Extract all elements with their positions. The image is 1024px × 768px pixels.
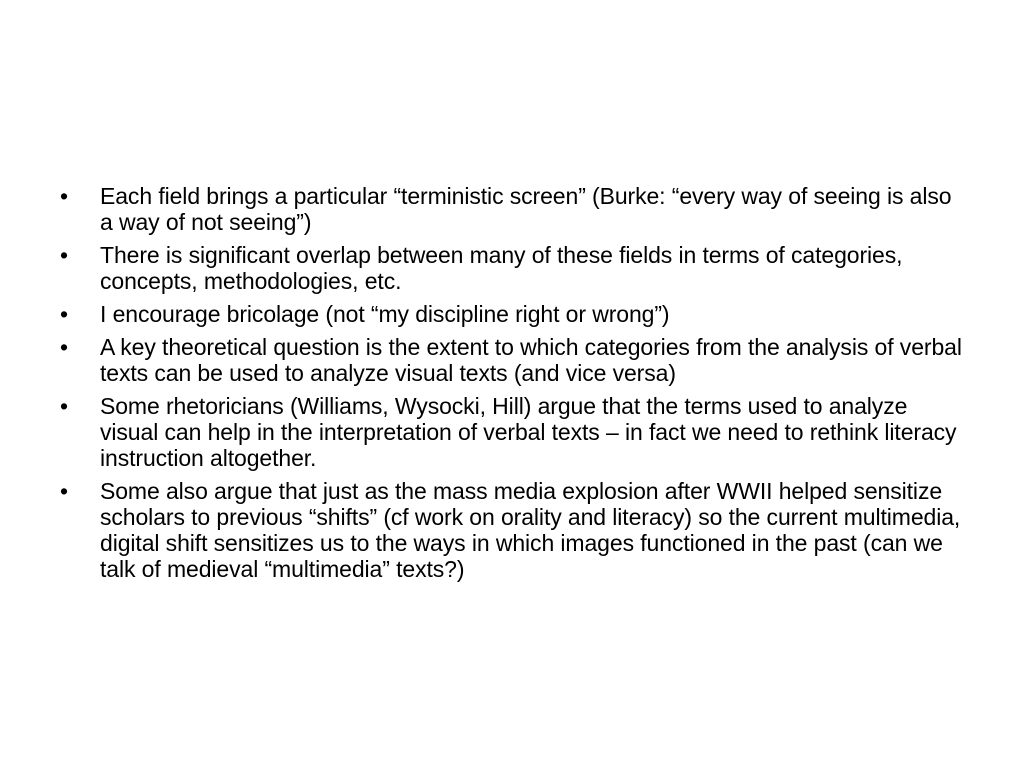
bullet-item (57, 183, 969, 235)
bullet-text: Some also argue that just as the mass media explosion after WWII helped sensitize scholars to previous “shifts” (cf work on orality and literacy) so the current multimedia, digital shift sensitizes us to the ways in which images functioned in the past (can we talk of medieval “multimedia” texts?) (100, 478, 961, 582)
bullet-text: There is significant overlap between many of these fields in terms of categories, concepts, methodologies, etc. (100, 242, 903, 294)
bullet-marker: • (60, 242, 68, 268)
bullet-marker: • (60, 393, 68, 419)
bullet-list (57, 183, 969, 589)
bullet-item (57, 478, 969, 582)
bullet-marker: • (60, 183, 68, 209)
bullet-text: I encourage bricolage (not “my discipline right or wrong”) (100, 301, 670, 327)
bullet-marker: • (60, 301, 68, 327)
bullet-item (57, 242, 969, 294)
bullet-text: Each field brings a particular “terministic screen” (Burke: “every way of seeing is also a way of not seeing”) (100, 183, 952, 235)
bullet-text: Some rhetoricians (Williams, Wysocki, Hill) argue that the terms used to analyze visual can help in the interpretation of verbal texts – in fact we need to rethink literacy instruction altogether. (100, 393, 957, 471)
bullet-marker: • (60, 334, 68, 360)
bullet-item (57, 301, 969, 327)
bullet-text: A key theoretical question is the extent to which categories from the analysis of verbal texts can be used to analyze visual texts (and vice versa) (100, 334, 962, 386)
bullet-item (57, 393, 969, 471)
bullet-marker: • (60, 478, 68, 504)
bullet-item (57, 334, 969, 386)
